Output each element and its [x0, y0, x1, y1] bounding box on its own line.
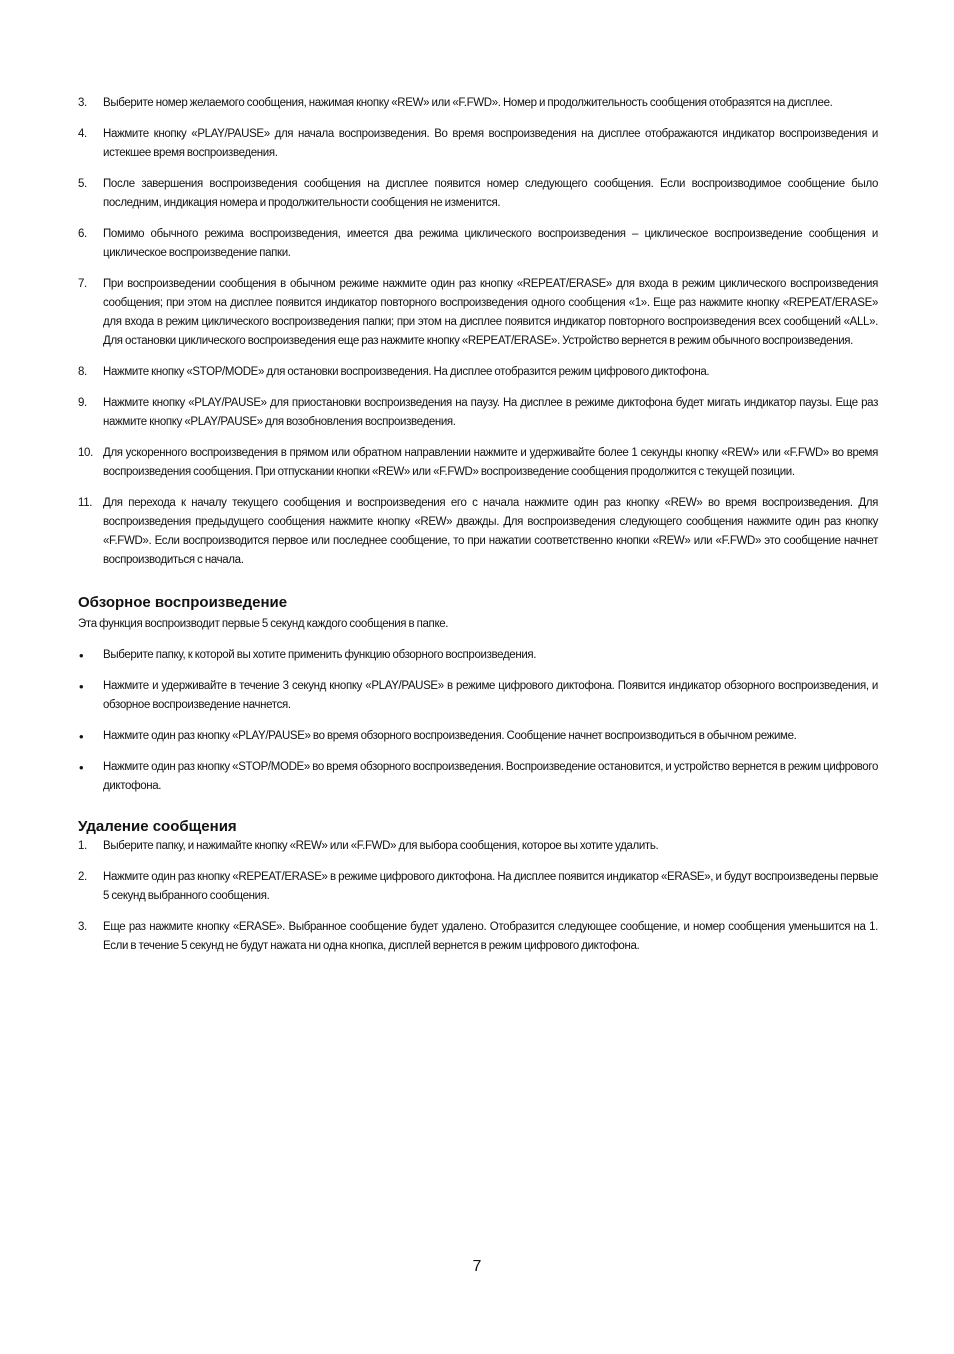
step-number: 1. [78, 840, 87, 852]
bullet-text: Нажмите и удерживайте в течение 3 секунд кнопку «PLAY/PAUSE» в режиме цифрового диктофона. Появится индикатор обзорного воспроизведения, и обзорное воспроизведение начнется. [103, 680, 878, 711]
document-page [78, 94, 878, 968]
bullet-icon: • [79, 760, 84, 775]
playback-steps-list [78, 94, 878, 570]
step-text: Нажмите кнопку «STOP/MODE» для остановки воспроизведения. На дисплее отобразится режим цифрового диктофона. [103, 366, 710, 378]
step-number: 7. [78, 278, 87, 290]
step-text: Еще раз нажмите кнопку «ERASE». Выбранное сообщение будет удалено. Отобразится следующее сообщение, и номер сообщения уменьшится на 1. Если в течение 5 секунд не будут нажата ни одна кнопка, дисплей вернется в режим цифрового диктофона. [103, 921, 878, 952]
delete-steps-list [78, 837, 878, 956]
step-number: 6. [78, 228, 87, 240]
scan-bullets-list [78, 646, 878, 796]
step-text: Нажмите кнопку «PLAY/PAUSE» для начала воспроизведения. Во время воспроизведения на дисплее отображаются индикатор воспроизведения и истекшее время воспроизведения. [103, 128, 878, 159]
step-number: 9. [78, 397, 87, 409]
list-item [78, 868, 878, 906]
list-item [78, 677, 878, 715]
bullet-text: Нажмите один раз кнопку «STOP/MODE» во время обзорного воспроизведения. Воспроизведение остановится, и устройство вернется в режим цифрового диктофона. [103, 761, 878, 792]
list-item [78, 444, 878, 482]
step-text: Выберите номер желаемого сообщения, нажимая кнопку «REW» или «F.FWD». Номер и продолжительность сообщения отобразятся на дисплее. [103, 97, 833, 109]
bullet-icon: • [79, 648, 84, 663]
bullet-icon: • [79, 679, 84, 694]
step-number: 2. [78, 871, 87, 883]
list-item [78, 837, 878, 856]
step-text: При воспроизведении сообщения в обычном режиме нажмите один раз кнопку «REPEAT/ERASE» для входа в режим циклического воспроизведения сообщения; при этом на дисплее появится индикатор повторного воспроизведения одного сообщения «1». Еще раз нажмите кнопку «REPEAT/ERASE» для входа в режим циклического воспроизведения папки; при этом на дисплее появится индикатор повторного воспроизведения всех сообщений «ALL». Для остановки циклического воспроизведения еще раз нажмите кнопку «REPEAT/ERASE». Устройство вернется в режим обычного воспроизведения. [103, 278, 878, 347]
list-item [78, 394, 878, 432]
section-heading-scan-playback: Обзорное воспроизведение [78, 594, 288, 611]
step-text: Нажмите кнопку «PLAY/PAUSE» для приостановки воспроизведения на паузу. На дисплее в режиме диктофона будет мигать индикатор паузы. Еще раз нажмите кнопку «PLAY/PAUSE» для возобновления воспроизведения. [103, 397, 878, 428]
list-item [78, 363, 878, 382]
step-number: 10. [78, 447, 93, 459]
step-number: 4. [78, 128, 87, 140]
step-number: 3. [78, 97, 87, 109]
section-heading-delete-message: Удаление сообщения [78, 818, 237, 835]
list-item [78, 918, 878, 956]
step-text: После завершения воспроизведения сообщения на дисплее появится номер следующего сообщения. Если воспроизводимое сообщение было последним, индикация номера и продолжительности сообщения не изменится. [103, 178, 878, 209]
list-item [78, 494, 878, 570]
section-intro-text: Эта функция воспроизводит первые 5 секунд каждого сообщения в папке. [78, 618, 449, 630]
bullet-icon: • [79, 729, 84, 744]
page-number: 7 [472, 1258, 482, 1275]
step-number: 3. [78, 921, 87, 933]
step-number: 8. [78, 366, 87, 378]
list-item [78, 727, 878, 746]
bullet-text: Выберите папку, к которой вы хотите применить функцию обзорного воспроизведения. [103, 649, 537, 661]
step-text: Помимо обычного режима воспроизведения, имеется два режима циклического воспроизведения – циклическое воспроизведение сообщения и циклическое воспроизведение папки. [103, 228, 878, 259]
step-text: Нажмите один раз кнопку «REPEAT/ERASE» в режиме цифрового диктофона. На дисплее появится индикатор «ERASE», и будут воспроизведены первые 5 секунд выбранного сообщения. [103, 871, 878, 902]
step-number: 5. [78, 178, 87, 190]
list-item [78, 646, 878, 665]
list-item [78, 275, 878, 351]
list-item [78, 225, 878, 263]
step-text: Для перехода к началу текущего сообщения и воспроизведения его с начала нажмите один раз кнопку «REW» во время воспроизведения. Для воспроизведения предыдущего сообщения нажмите кнопку «REW» дважды. Для воспроизведения следующего сообщения нажмите один раз кнопку «F.FWD». Если воспроизводится первое или последнее сообщение, то при нажатии соответственно кнопки «REW» или «F.FWD» это сообщение начнет воспроизводиться с начала. [103, 497, 878, 566]
bullet-text: Нажмите один раз кнопку «PLAY/PAUSE» во время обзорного воспроизведения. Сообщение начнет воспроизводиться в обычном режиме. [103, 730, 797, 742]
list-item [78, 175, 878, 213]
list-item [78, 758, 878, 796]
step-text: Выберите папку, и нажимайте кнопку «REW» или «F.FWD» для выбора сообщения, которое вы хотите удалить. [103, 840, 659, 852]
step-text: Для ускоренного воспроизведения в прямом или обратном направлении нажмите и удерживайте более 1 секунды кнопку «REW» или «F.FWD» во время воспроизведения сообщения. При отпускании кнопки «REW» или «F.FWD» воспроизведение сообщения продолжится с текущей позиции. [103, 447, 878, 478]
step-number: 11. [78, 497, 93, 509]
list-item [78, 125, 878, 163]
list-item [78, 94, 878, 113]
